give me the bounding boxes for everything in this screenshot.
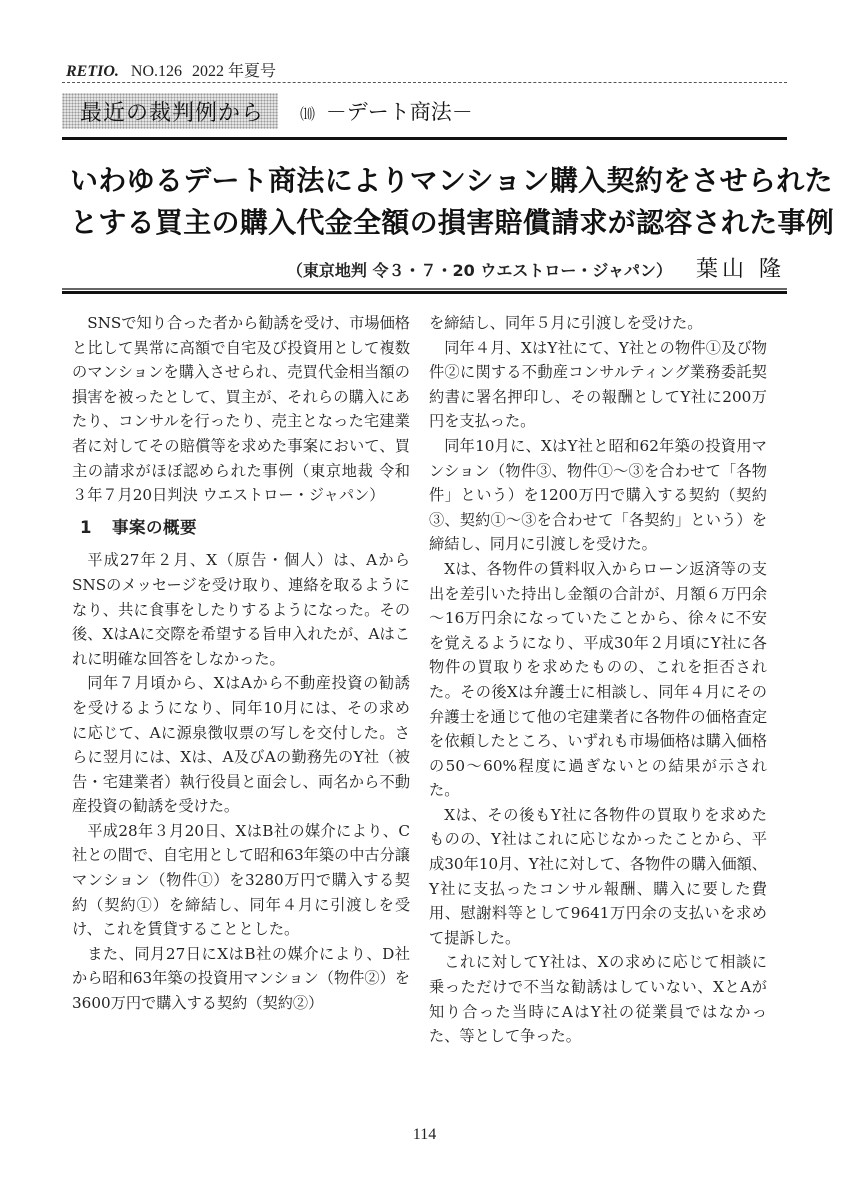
article-title-line: とする買主の購入代金全額の損害賠償請求が認容された事例 (70, 206, 835, 239)
series-topic: －デート商法－ (325, 100, 473, 124)
body-paragraph-continuation: を締結し、同年５月に引渡しを受けた。 (429, 314, 703, 332)
article-title-line: いわゆるデート商法によりマンション購入契約をさせられた (70, 164, 833, 197)
body-paragraph: 同年４月、XはY社にて、Y社との物件①及び物件②に関する不動産コンサルティング業務委託契約書に署名押印し、その報酬としてY社に200万円を支払った。 (429, 338, 767, 431)
issue-season: 2022 年夏号 (192, 63, 277, 80)
series-label-box (62, 93, 278, 129)
header-dotted-divider (62, 82, 787, 83)
case-citation: （東京地判 令３・７・20 ウエストロー・ジャパン） (286, 261, 672, 280)
series-header (62, 91, 473, 131)
page-number: 114 (412, 1126, 437, 1143)
running-head (66, 58, 276, 81)
series-number: ⑽ (300, 105, 316, 123)
body-paragraph: 平成27年２月、X（原告・個人）は、Aから SNSのメッセージを受け取り、連絡を取るようになり、共に食事をしたりするようになった。その後、XはAに交際を希望する旨申入れたが、Aはこれに明確な回答をしなかった。 (72, 551, 410, 668)
title-bottom-double-rule (62, 288, 787, 294)
title-top-rule (62, 137, 787, 140)
body-paragraph: 同年７月頃から、XはAから不動産投資の勧誘を受けるようになり、同年10月には、その求めに応じて、Aに源泉徴収票の写しを交付した。さらに翌月には、Xは、A及びAの勤務先のY社（被告・宅建業者）執行役員と面会し、両名から不動産投資の勧誘を受けた。 (72, 674, 410, 816)
body-paragraph: Xは、その後もY社に各物件の買取りを求めたものの、Y社はこれに応じなかったことから、平成30年10月、Y社に対して、各物件の購入価額、Y社に支払ったコンサル報酬、購入に要した費用、慰謝料等として9641万円余の支払いを求めて提訴した。 (429, 805, 767, 947)
section-title: 事案の概要 (111, 517, 197, 537)
author-name: 葉山 隆 (696, 257, 785, 282)
right-column (429, 311, 767, 1049)
body-paragraph: 同年10月に、XはY社と昭和62年築の投資用マンション（物件③、物件①～③を合わせて「各物件」という）を1200万円で購入する契約（契約③、契約①～③を合わせて「各契約」という）を締結し、同月に引渡しを受けた。 (429, 436, 767, 554)
issue-number: NO.126 (130, 63, 183, 80)
body-paragraph: また、同月27日にXはB社の媒介により、D社から昭和63年築の投資用マンション（物件②）を3600万円で購入する契約（契約②） (72, 944, 410, 1013)
byline (287, 252, 785, 283)
body-paragraph: Xは、各物件の賃料収入からローン返済等の支出を差引いた持出し金額の合計が、月額６万円余～16万円余になっていたことから、徐々に不安を覚えるようになり、平成30年２月頃にY社に各物件の買取りを求めたものの、これを拒否された。その後Xは弁護士に相談し、同年４月にその弁護士を通じて他の宅建業者に各物件の価格査定を依頼したところ、いずれも市場価格は購入価格の50～60%程度に過ぎないとの結果が示された。 (429, 559, 767, 800)
section-number: 1 (80, 517, 92, 537)
left-column (72, 311, 410, 1016)
section-heading (72, 516, 410, 541)
body-paragraph: これに対してY社は、Xの求めに応じて相談に乗っただけで不当な勧誘はしていない、XとAが知り合った当時にAはY社の従業員ではなかった、等として争った。 (429, 953, 767, 1046)
article-title (70, 160, 835, 244)
journal-brand: RETIO. (66, 63, 119, 80)
case-summary: SNSで知り合った者から勧誘を受け、市場価格と比して異常に高額で自宅及び投資用として複数のマンションを購入させられ、売買代金相当額の損害を被ったとして、買主が、それらの購入にあたり、コンサルを行ったり、売主となった宅建業者に対してその賠償等を求めた事案において、買主の請求がほぼ認められた事例（東京地裁 令和３年７月20日判決 ウエストロー・ジャパン） (72, 314, 410, 505)
series-subtitle (300, 96, 473, 126)
series-label: 最近の裁判例から (80, 100, 265, 126)
body-paragraph: 平成28年３月20日、XはB社の媒介により、C社との間で、自宅用として昭和63年築の中古分譲マンション（物件①）を3280万円で購入する契約（契約①）を締結し、同年４月に引渡しを受け、これを賃貸することとした。 (72, 821, 410, 939)
